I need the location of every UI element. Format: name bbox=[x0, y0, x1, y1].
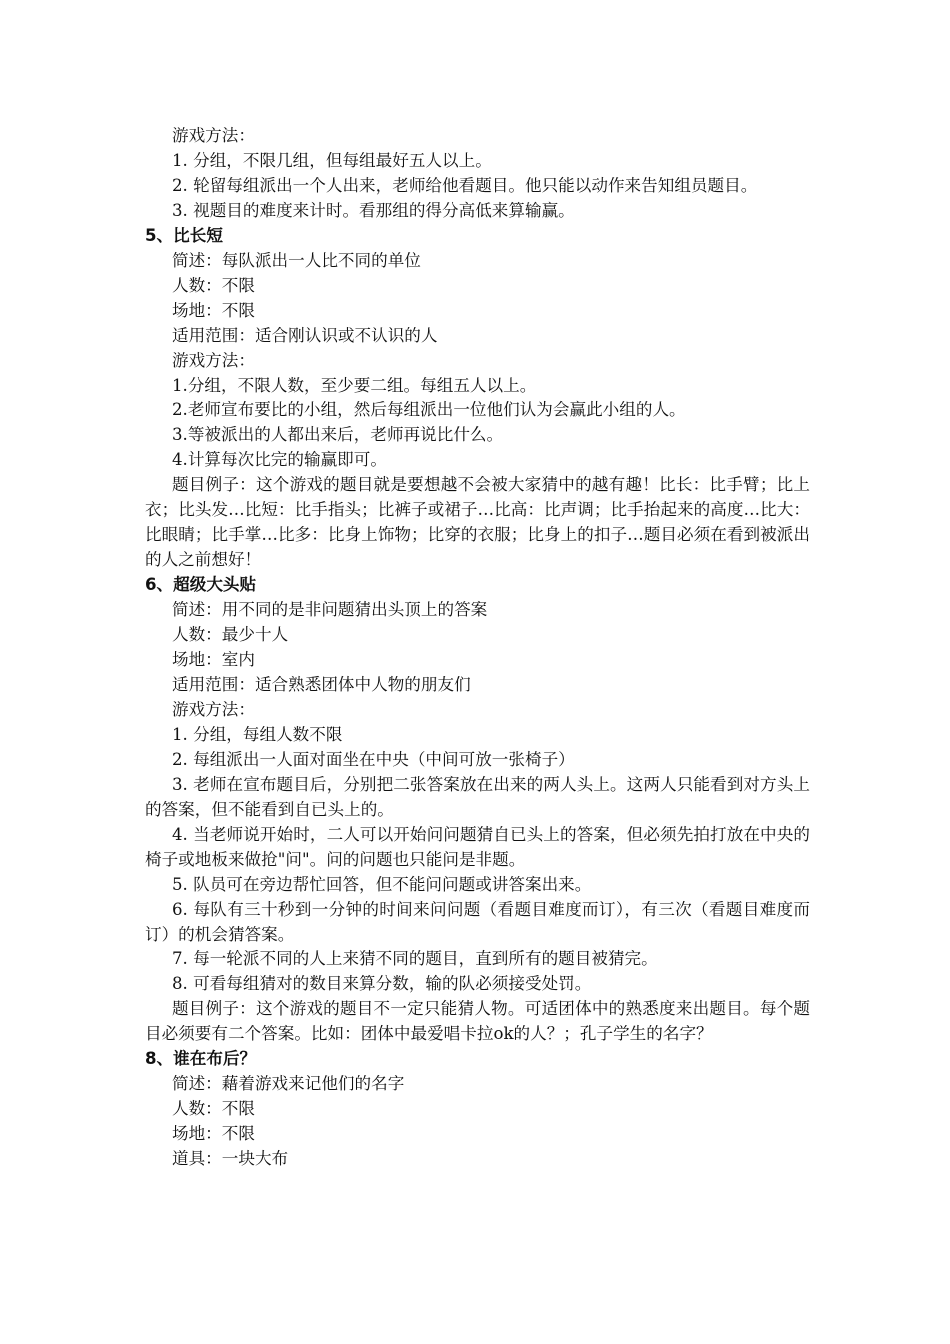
section-heading: 8、谁在布后？ bbox=[145, 1049, 257, 1069]
summary: 简述：每队派出一人比不同的单位 bbox=[172, 250, 421, 270]
venue: 场地：室内 bbox=[172, 650, 255, 670]
list-item: 4. 当老师说开始时，二人可以开始问问题猜自已头上的答案，但必须先拍打放在中央的椅子或地板来做抢"问"。问的问题也只能问是非题。 bbox=[145, 824, 810, 869]
list-item: 4.计算每次比完的输赢即可。 bbox=[172, 450, 387, 470]
people-count: 人数：不限 bbox=[172, 275, 255, 295]
list-item: 2.老师宣布要比的小组，然后每组派出一位他们认为会赢此小组的人。 bbox=[172, 400, 686, 420]
example-paragraph: 题目例子：这个游戏的题目不一定只能猜人物。可适团体中的熟悉度来出题目。每个题目必须要有二个答案。比如：团体中最爱唱卡拉ok的人？；孔子学生的名字？ bbox=[145, 999, 810, 1044]
scope: 适用范围：适合刚认识或不认识的人 bbox=[172, 325, 438, 345]
section-heading: 5、比长短 bbox=[145, 225, 223, 245]
venue: 场地：不限 bbox=[172, 300, 255, 320]
example-paragraph: 题目例子：这个游戏的题目就是要想越不会被大家猜中的越有趣！比长：比手臂；比上衣；比头发…比短：比手指头；比裤子或裙子…比高：比声调；比手抬起来的高度…比大：比眼睛；比手掌…比多：比身上饰物；比穿的衣服；比身上的扣子…题目必须在看到被派出的人之前想好！ bbox=[145, 475, 810, 570]
list-item: 3.等被派出的人都出来后，老师再说比什么。 bbox=[172, 425, 504, 445]
list-item: 5. 队员可在旁边帮忙回答，但不能问问题或讲答案出来。 bbox=[172, 874, 592, 894]
list-item: 3. 视题目的难度来计时。看那组的得分高低来算输赢。 bbox=[172, 200, 575, 220]
list-item: 1. 分组，每组人数不限 bbox=[172, 724, 343, 744]
list-item: 1.分组，不限人数，至少要二组。每组五人以上。 bbox=[172, 375, 537, 395]
method-label: 游戏方法： bbox=[172, 699, 255, 719]
list-item: 2. 轮留每组派出一个人出来，老师给他看题目。他只能以动作来告知组员题目。 bbox=[172, 175, 758, 195]
people-count: 人数：不限 bbox=[172, 1099, 255, 1119]
list-item: 1. 分组，不限几组，但每组最好五人以上。 bbox=[172, 150, 492, 170]
list-item: 3. 老师在宣布题目后，分别把二张答案放在出来的两人头上。这两人只能看到对方头上的答案，但不能看到自已头上的。 bbox=[145, 774, 810, 819]
document-page bbox=[145, 124, 810, 1172]
list-item: 7. 每一轮派不同的人上来猜不同的题目，直到所有的题目被猜完。 bbox=[172, 949, 658, 969]
list-item: 6. 每队有三十秒到一分钟的时间来问问题（看题目难度而订），有三次（看题目难度而订）的机会猜答案。 bbox=[145, 899, 810, 944]
venue: 场地：不限 bbox=[172, 1124, 255, 1144]
list-item: 2. 每组派出一人面对面坐在中央（中间可放一张椅子） bbox=[172, 749, 575, 769]
method-label: 游戏方法： bbox=[172, 350, 255, 370]
section-heading: 6、超级大头贴 bbox=[145, 575, 257, 595]
summary: 简述：用不同的是非问题猜出头顶上的答案 bbox=[172, 600, 488, 620]
method-label: 游戏方法： bbox=[172, 126, 255, 145]
list-item: 8. 可看每组猜对的数目来算分数，输的队必须接受处罚。 bbox=[172, 974, 592, 994]
people-count: 人数：最少十人 bbox=[172, 625, 289, 645]
scope: 适用范围：适合熟悉团体中人物的朋友们 bbox=[172, 674, 471, 694]
props: 道具：一块大布 bbox=[172, 1149, 289, 1169]
summary: 简述：藉着游戏来记他们的名字 bbox=[172, 1074, 405, 1094]
